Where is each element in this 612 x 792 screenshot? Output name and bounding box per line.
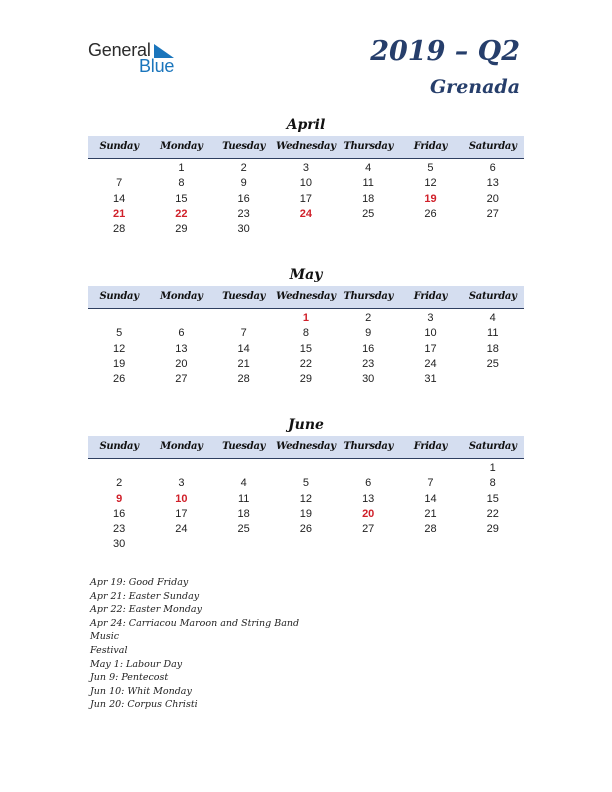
day-cell: 31	[424, 373, 437, 386]
week-row	[88, 522, 524, 537]
holiday-list	[90, 576, 330, 712]
day-cell	[337, 222, 399, 237]
day-cell: 8	[178, 177, 185, 190]
day-cell: 5	[427, 162, 434, 174]
weekday-label: Monday	[160, 441, 203, 452]
holiday-item: Apr 19: Good Friday	[90, 577, 189, 588]
day-cell: 15	[175, 192, 188, 205]
weekday-label: Thursday	[343, 441, 394, 452]
day-cell: 10	[299, 177, 313, 190]
month-june	[88, 416, 524, 553]
day-cell: 18	[362, 192, 375, 205]
day-cell: 20	[175, 357, 188, 370]
day-cell: 15	[486, 492, 499, 505]
day-cell: 5	[302, 477, 309, 490]
day-cell: 19	[113, 357, 126, 370]
week-row	[88, 537, 524, 552]
day-cell: 30	[362, 373, 375, 386]
week-row	[88, 192, 524, 207]
day-cell	[150, 461, 212, 476]
holiday-day-cell: 10	[175, 492, 188, 505]
holiday-day-cell: 1	[302, 312, 309, 324]
day-cell: 11	[487, 327, 499, 340]
day-cell: 19	[299, 507, 313, 520]
weekday-label: Saturday	[468, 291, 517, 302]
day-cell: 21	[237, 357, 250, 370]
day-cell	[337, 537, 399, 552]
day-cell: 28	[237, 373, 250, 386]
weekday-label: Friday	[413, 441, 448, 452]
day-cell: 10	[424, 327, 437, 340]
week-row	[88, 222, 524, 237]
day-cell	[275, 222, 337, 237]
day-cell: 25	[486, 357, 499, 370]
day-cell: 27	[486, 207, 499, 220]
weekday-label: Thursday	[343, 291, 394, 302]
holiday-item: Jun 9: Pentecost	[90, 672, 169, 684]
weekday-label: Wednesday	[276, 441, 336, 452]
holiday-day-cell: 19	[424, 192, 437, 205]
month-title: June	[288, 417, 324, 433]
day-cell: 13	[486, 177, 499, 190]
month-may	[88, 266, 524, 387]
day-cell: 7	[116, 177, 123, 190]
week-row	[88, 161, 524, 176]
month-title: May	[289, 267, 323, 283]
holiday-item: May 1: Labour Day	[90, 658, 183, 670]
day-cell: 28	[113, 223, 126, 236]
day-cell: 2	[365, 312, 372, 324]
month-title: April	[286, 117, 326, 133]
day-cell: 4	[240, 477, 247, 490]
day-cell: 8	[302, 327, 309, 340]
day-cell: 23	[362, 357, 375, 370]
week-row	[88, 207, 524, 222]
holiday-day-cell: 24	[299, 207, 313, 220]
day-cell: 26	[113, 373, 126, 386]
day-cell: 28	[424, 523, 437, 536]
day-cell	[399, 537, 461, 552]
day-cell	[275, 461, 337, 476]
day-cell: 26	[424, 207, 437, 220]
month-days	[88, 309, 524, 387]
week-row	[88, 326, 524, 341]
day-cell: 23	[237, 207, 250, 220]
day-cell: 18	[237, 507, 250, 520]
weekday-label: Saturday	[468, 441, 517, 452]
week-row	[88, 311, 524, 326]
day-cell: 22	[486, 507, 499, 520]
week-row	[88, 492, 524, 507]
day-cell: 6	[489, 162, 496, 174]
day-cell	[275, 537, 337, 552]
day-cell: 9	[240, 177, 247, 190]
day-cell: 25	[362, 207, 375, 220]
day-cell: 30	[237, 223, 250, 236]
day-cell: 8	[489, 477, 496, 490]
day-cell: 13	[175, 342, 188, 355]
day-cell: 11	[237, 492, 250, 505]
weekday-label: Saturday	[468, 141, 517, 152]
day-cell: 2	[116, 477, 123, 490]
day-cell	[399, 222, 461, 237]
day-cell: 29	[175, 223, 188, 236]
week-row	[88, 357, 524, 372]
day-cell: 12	[424, 177, 437, 190]
week-row	[88, 176, 524, 191]
weekday-header	[88, 286, 524, 309]
weekday-label: Monday	[160, 291, 203, 302]
day-cell: 17	[424, 342, 437, 355]
holiday-day-cell: 20	[362, 507, 375, 520]
weekday-label: Monday	[160, 141, 203, 152]
weekday-header	[88, 136, 524, 159]
day-cell: 25	[237, 523, 250, 536]
day-cell: 14	[237, 342, 250, 355]
day-cell: 11	[362, 177, 374, 190]
day-cell	[213, 311, 275, 326]
day-cell: 3	[302, 162, 309, 174]
day-cell: 27	[362, 523, 375, 536]
holiday-item: Festival	[90, 644, 128, 656]
day-cell	[88, 461, 150, 476]
day-cell: 7	[240, 327, 247, 340]
day-cell: 24	[424, 357, 437, 370]
holiday-day-cell: 9	[116, 492, 123, 505]
weekday-label: Tuesday	[222, 441, 266, 452]
day-cell	[462, 222, 524, 237]
weekday-label: Sunday	[99, 291, 139, 302]
day-cell: 18	[486, 342, 499, 355]
day-cell	[150, 311, 212, 326]
weekday-label: Friday	[413, 141, 448, 152]
day-cell: 5	[116, 327, 123, 340]
logo-text-general: General	[88, 40, 151, 60]
day-cell: 6	[365, 477, 372, 490]
day-cell: 24	[175, 523, 188, 536]
holiday-day-cell: 21	[113, 207, 126, 220]
day-cell: 1	[178, 162, 185, 174]
day-cell: 16	[113, 507, 126, 520]
day-cell: 27	[175, 373, 188, 386]
day-cell	[399, 461, 461, 476]
day-cell: 29	[486, 523, 499, 536]
day-cell: 9	[365, 327, 372, 340]
weekday-label: Friday	[413, 291, 448, 302]
month-days	[88, 159, 524, 237]
day-cell: 16	[237, 192, 250, 205]
month-april	[88, 116, 524, 237]
weekday-label: Thursday	[343, 141, 394, 152]
day-cell: 26	[299, 523, 313, 536]
day-cell: 12	[299, 492, 313, 505]
week-row	[88, 461, 524, 476]
day-cell: 6	[178, 327, 185, 340]
logo-text-blue: Blue	[139, 56, 175, 76]
week-row	[88, 507, 524, 522]
day-cell	[213, 537, 275, 552]
day-cell: 21	[424, 507, 437, 520]
day-cell: 22	[299, 357, 313, 370]
weekday-label: Wednesday	[276, 141, 336, 152]
holiday-item: Apr 22: Easter Monday	[90, 604, 202, 616]
day-cell	[213, 461, 275, 476]
day-cell: 2	[240, 162, 247, 174]
day-cell: 29	[299, 373, 313, 386]
day-cell	[88, 161, 150, 176]
day-cell: 7	[427, 477, 434, 490]
month-days	[88, 459, 524, 553]
day-cell	[462, 537, 524, 552]
day-cell	[337, 461, 399, 476]
day-cell: 17	[175, 507, 188, 520]
day-cell: 17	[299, 192, 313, 205]
country-name: Grenada	[429, 76, 520, 98]
page-title: 2019 – Q2	[370, 36, 520, 67]
weekday-label: Tuesday	[222, 291, 266, 302]
day-cell: 30	[113, 538, 126, 551]
day-cell: 4	[365, 162, 372, 174]
week-row	[88, 372, 524, 387]
day-cell: 16	[362, 342, 375, 355]
weekday-label: Sunday	[99, 141, 139, 152]
day-cell	[150, 537, 212, 552]
day-cell: 14	[424, 492, 437, 505]
weekday-label: Tuesday	[222, 141, 266, 152]
day-cell: 23	[113, 523, 126, 536]
day-cell: 15	[299, 342, 313, 355]
weekday-label: Sunday	[99, 441, 139, 452]
weekday-header	[88, 436, 524, 459]
holiday-day-cell: 22	[175, 207, 188, 220]
holiday-item: Apr 21: Easter Sunday	[90, 590, 200, 602]
day-cell: 1	[489, 462, 496, 474]
logo	[88, 40, 188, 80]
holiday-item: Jun 10: Whit Monday	[90, 685, 192, 697]
day-cell: 14	[113, 192, 126, 205]
week-row	[88, 342, 524, 357]
day-cell: 3	[427, 312, 434, 324]
holiday-item: Jun 20: Corpus Christi	[90, 699, 198, 711]
weekday-label: Wednesday	[276, 291, 336, 302]
day-cell	[462, 372, 524, 387]
holiday-item: Apr 24: Carriacou Maroon and String Band Music	[90, 617, 300, 643]
week-row	[88, 476, 524, 491]
day-cell: 3	[178, 477, 185, 490]
day-cell: 12	[113, 342, 126, 355]
day-cell	[88, 311, 150, 326]
day-cell: 13	[362, 492, 375, 505]
day-cell: 4	[489, 312, 496, 324]
day-cell: 20	[486, 192, 499, 205]
